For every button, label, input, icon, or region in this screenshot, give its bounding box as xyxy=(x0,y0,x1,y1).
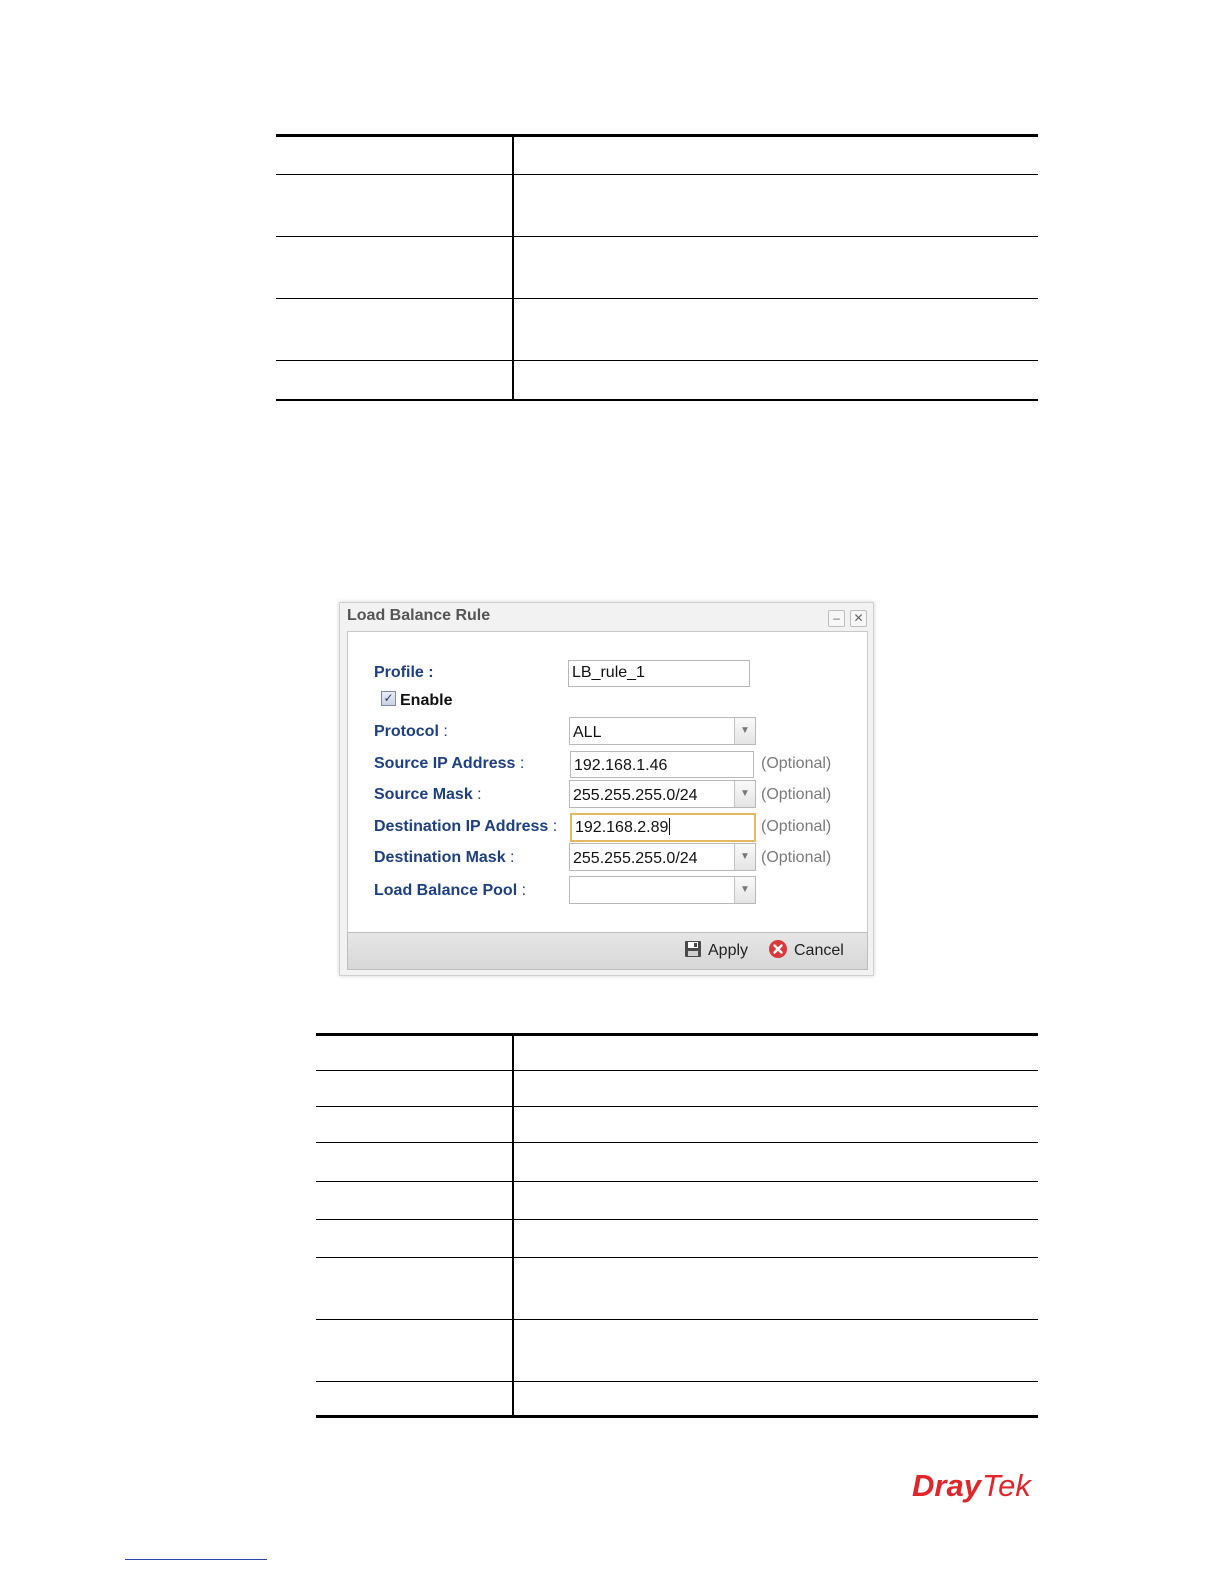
source-ip-input[interactable]: 192.168.1.46 xyxy=(570,751,754,778)
source-mask-label-text: Source Mask xyxy=(374,786,473,803)
cancel-label: Cancel xyxy=(794,942,844,959)
dest-mask-value: 255.255.255.0/24 xyxy=(573,850,698,867)
close-icon[interactable]: ✕ xyxy=(850,610,867,627)
load-balance-rule-dialog xyxy=(339,602,874,976)
profile-label: Profile : xyxy=(374,664,434,681)
dest-mask-label xyxy=(374,849,515,867)
chevron-down-icon[interactable]: ▼ xyxy=(734,877,755,903)
cancel-icon xyxy=(768,939,788,959)
chevron-down-icon[interactable]: ▼ xyxy=(734,718,755,744)
draytek-logo xyxy=(912,1466,1042,1511)
chevron-down-icon[interactable]: ▼ xyxy=(734,844,755,870)
source-mask-value: 255.255.255.0/24 xyxy=(573,787,698,804)
dest-mask-optional: (Optional) xyxy=(761,849,832,866)
pool-colon: : xyxy=(521,882,527,899)
pool-select[interactable] xyxy=(569,876,756,904)
dialog-body xyxy=(347,631,868,933)
source-mask-label xyxy=(374,786,482,804)
protocol-colon: : xyxy=(443,723,448,740)
dest-ip-label-text: Destination IP Address xyxy=(374,818,549,835)
apply-label: Apply xyxy=(708,942,749,959)
dest-mask-select[interactable] xyxy=(569,843,756,871)
draytek-logo-mark xyxy=(912,1466,1042,1506)
source-ip-label-text: Source IP Address xyxy=(374,755,516,772)
save-icon xyxy=(684,940,702,958)
profile-input[interactable]: LB_rule_1 xyxy=(568,660,750,687)
dest-ip-optional: (Optional) xyxy=(761,818,832,835)
protocol-select[interactable] xyxy=(569,717,756,745)
source-mask-select[interactable] xyxy=(569,780,756,808)
pool-label xyxy=(374,882,526,900)
source-ip-label xyxy=(374,755,524,773)
protocol-value: ALL xyxy=(573,724,602,741)
source-mask-optional: (Optional) xyxy=(761,786,832,803)
minimize-icon[interactable]: – xyxy=(828,610,845,627)
dest-mask-colon: : xyxy=(510,849,515,866)
apply-button[interactable] xyxy=(684,939,748,963)
dialog-footer xyxy=(347,932,868,970)
protocol-label xyxy=(374,723,448,741)
chevron-down-icon[interactable]: ▼ xyxy=(734,781,755,807)
source-ip-optional: (Optional) xyxy=(761,755,832,772)
dest-mask-label-text: Destination Mask xyxy=(374,849,506,866)
text-caret xyxy=(669,818,670,835)
dest-ip-colon: : xyxy=(552,818,558,835)
dialog-title: Load Balance Rule xyxy=(347,607,491,624)
protocol-label-text: Protocol xyxy=(374,723,439,740)
enable-checkbox[interactable]: ✓ xyxy=(381,691,396,706)
logo-text-tek: Tek xyxy=(982,1468,1031,1503)
footer-link-underline xyxy=(125,1559,267,1560)
pool-label-text: Load Balance Pool xyxy=(374,882,518,899)
bottom-table xyxy=(316,1033,1038,1418)
dest-ip-label xyxy=(374,818,557,836)
dest-ip-value: 192.168.2.89 xyxy=(575,819,669,836)
dest-ip-input[interactable] xyxy=(570,813,756,842)
source-mask-colon: : xyxy=(477,786,482,803)
logo-text-dray: Dray xyxy=(912,1468,981,1503)
source-ip-colon: : xyxy=(519,755,525,772)
cancel-button[interactable] xyxy=(768,939,844,963)
top-table xyxy=(276,134,1038,401)
enable-label: Enable xyxy=(400,692,453,709)
